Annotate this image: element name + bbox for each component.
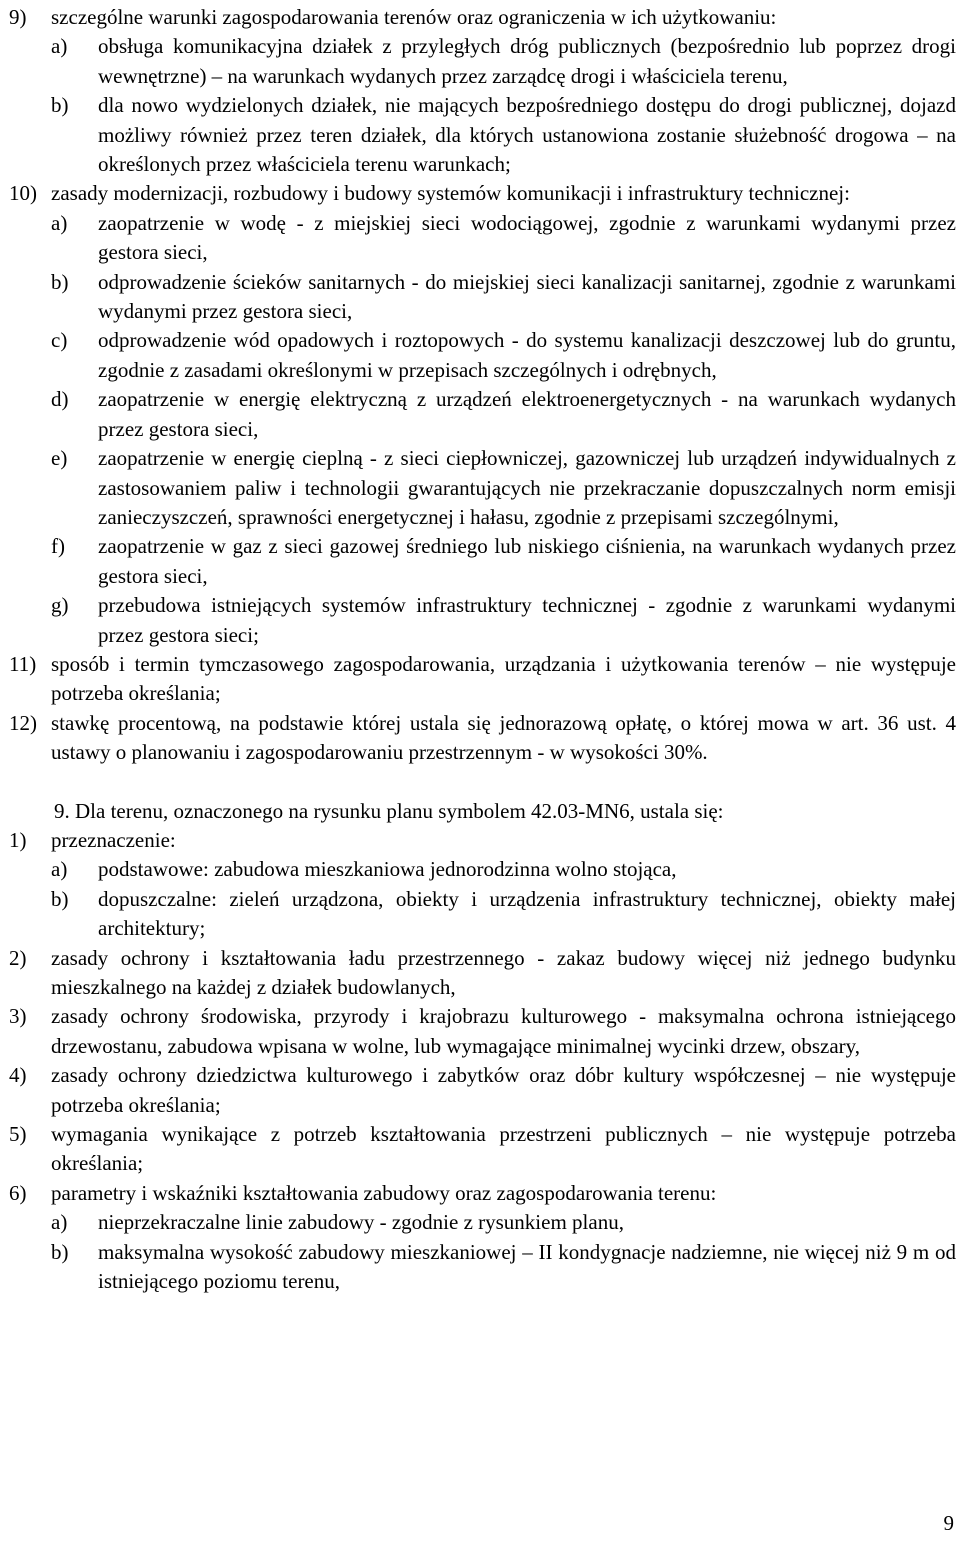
sub-item	[51, 91, 956, 179]
sub-item	[51, 591, 956, 650]
sub-item	[51, 532, 956, 591]
sub-item-text: obsługa komunikacyjna działek z przyległych dróg publicznych (bezpośrednio lub poprzez drogi wewnętrzne) – na warunkach wydanych przez zarządcę drogi i właściciela terenu,	[98, 34, 956, 88]
sub-item-text: podstawowe: zabudowa mieszkaniowa jednorodzinna wolno stojąca,	[98, 857, 677, 882]
item-text: zasady modernizacji, rozbudowy i budowy systemów komunikacji i infrastruktury technicznej:	[51, 181, 850, 206]
sub-item-text: zaopatrzenie w energię elektryczną z urządzeń elektroenergetycznych - na warunkach wydanych przez gestora sieci,	[98, 387, 956, 441]
list-item-6	[9, 1179, 956, 1208]
item-number: 10)	[9, 181, 37, 206]
sub-item-letter: a)	[51, 34, 68, 59]
item-text: parametry i wskaźniki kształtowania zabudowy oraz zagospodarowania terenu:	[51, 1180, 717, 1205]
item-text: zasady ochrony i kształtowania ładu przestrzennego - zakaz budowy więcej niż jednego budynku mieszkalnego na każdej z działek budowlanych,	[51, 945, 956, 999]
item-number: 2)	[9, 945, 27, 970]
sub-item-text: nieprzekraczalne linie zabudowy - zgodnie z rysunkiem planu,	[98, 1210, 624, 1235]
item-text: szczególne warunki zagospodarowania terenów oraz ograniczenia w ich użytkowaniu:	[51, 5, 777, 29]
sub-item	[51, 326, 956, 385]
document-page	[9, 3, 956, 1296]
list-item-10	[9, 179, 956, 208]
section-heading: 9. Dla terenu, oznaczonego na rysunku planu symbolem 42.03-MN6, ustala się:	[54, 798, 724, 823]
sub-item	[51, 1208, 956, 1237]
item-text: sposób i termin tymczasowego zagospodarowania, urządzania i użytkowania terenów – nie występuje potrzeba określania;	[51, 651, 956, 706]
sub-item-letter: e)	[51, 446, 68, 471]
sub-item-text: zaopatrzenie w energię cieplną - z sieci ciepłowniczej, gazowniczej lub urządzeń indywidualnych z zastosowaniem paliw i technologii gwarantujących nie przekraczanie dopuszczalnych norm emisji zanieczyszczeń, sprawności energetycznej i hałasu, zgodnie z przepisami szczególnymi,	[98, 446, 956, 529]
item-text: stawkę procentową, na podstawie której ustala się jednorazową opłatę, o której mowa w art. 36 ust. 4 ustawy o planowaniu i zagospodarowaniu przestrzennym - w wysokości 30%.	[51, 710, 956, 765]
sub-item	[51, 855, 956, 884]
item-text: zasady ochrony dziedzictwa kulturowego i zabytków oraz dóbr kultury współczesnej – nie występuje potrzeba określania;	[51, 1063, 956, 1117]
sub-item-text: maksymalna wysokość zabudowy mieszkaniowej – II kondygnacje nadziemne, nie więcej niż 9 m od istniejącego poziomu terenu,	[98, 1239, 956, 1294]
list-item-5	[9, 1120, 956, 1179]
sub-item	[51, 32, 956, 91]
sub-item-letter: b)	[51, 269, 69, 294]
item-number: 12)	[9, 710, 37, 735]
item-number: 6)	[9, 1180, 27, 1205]
item-text: przeznaczenie:	[51, 827, 176, 852]
sub-item	[51, 268, 956, 327]
item-number: 3)	[9, 1004, 27, 1029]
sub-item-text: odprowadzenie ścieków sanitarnych - do miejskiej sieci kanalizacji sanitarnej, zgodnie z warunkami wydanymi przez gestora sieci,	[98, 269, 956, 324]
sub-item-letter: b)	[51, 1239, 69, 1264]
sub-item	[51, 209, 956, 268]
list-item-1	[9, 826, 956, 855]
sub-item-letter: a)	[51, 1210, 68, 1235]
sub-item-letter: b)	[51, 93, 69, 118]
sub-item-text: dla nowo wydzielonych działek, nie mających bezpośredniego dostępu do drogi publicznej, dojazd możliwy również przez teren działek, dla których ustanowiona zostanie służebność drogowa – na określonych przez właściciela terenu warunkach;	[98, 93, 956, 177]
item-text: zasady ochrony środowiska, przyrody i krajobrazu kulturowego - maksymalna ochrona istniejącego drzewostanu, zabudowa wpisana w wolne, lub wymagające minimalnej wycinki drzew, obszary,	[51, 1004, 956, 1058]
sub-item	[51, 885, 956, 944]
sub-item-text: przebudowa istniejących systemów infrastruktury technicznej - zgodnie z warunkami wydanymi przez gestora sieci;	[98, 593, 956, 647]
sub-item	[51, 385, 956, 444]
item-number: 5)	[9, 1122, 27, 1147]
sub-item-letter: f)	[51, 534, 65, 559]
sub-item-text: zaopatrzenie w gaz z sieci gazowej średniego lub niskiego ciśnienia, na warunkach wydanych przez gestora sieci,	[98, 534, 956, 588]
sub-item-letter: b)	[51, 886, 69, 911]
list-item-4	[9, 1061, 956, 1120]
sub-item	[51, 1238, 956, 1297]
list-item-9	[9, 3, 956, 32]
item-text: wymagania wynikające z potrzeb kształtowania przestrzeni publicznych – nie występuje potrzeba określania;	[51, 1122, 956, 1176]
list-item-12	[9, 709, 956, 768]
item-number: 11)	[9, 651, 37, 676]
sub-item-text: odprowadzenie wód opadowych i roztopowych - do systemu kanalizacji deszczowej lub do gruntu, zgodnie z zasadami określonymi w przepisach szczególnych i odrębnych,	[98, 328, 956, 382]
sub-item-letter: a)	[51, 210, 68, 235]
sub-item-letter: d)	[51, 387, 69, 412]
item-number: 9)	[9, 5, 27, 29]
paragraph-gap	[9, 768, 956, 797]
page-number: 9	[943, 1511, 954, 1535]
list-item-2	[9, 944, 956, 1003]
sub-item-text: dopuszczalne: zieleń urządzona, obiekty i urządzenia infrastruktury technicznej, obiekty małej architektury;	[98, 886, 956, 941]
sub-item-text: zaopatrzenie w wodę - z miejskiej sieci wodociągowej, zgodnie z warunkami wydanymi przez gestora sieci,	[98, 210, 956, 265]
sub-item	[51, 444, 956, 532]
list-item-11	[9, 650, 956, 709]
list-item-3	[9, 1002, 956, 1061]
sub-item-letter: g)	[51, 593, 69, 618]
sub-item-letter: c)	[51, 328, 68, 353]
item-number: 4)	[9, 1063, 27, 1088]
item-number: 1)	[9, 827, 27, 852]
sub-item-letter: a)	[51, 857, 68, 882]
